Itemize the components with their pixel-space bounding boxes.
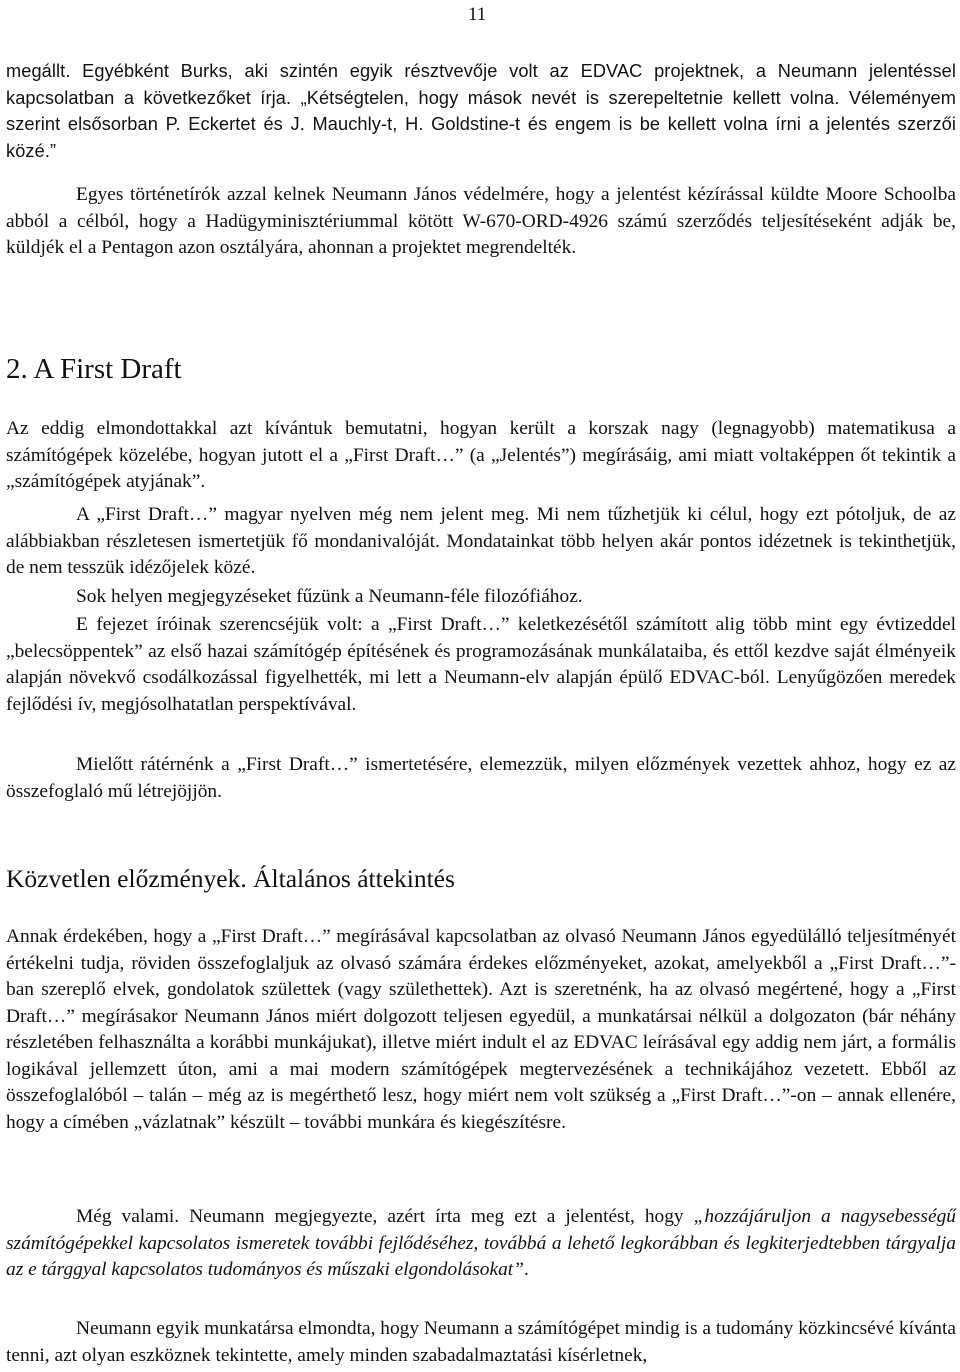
section2-paragraph-5: Mielőtt rátérnénk a „First Draft…” ismertetésére, elemezzük, milyen előzmények vezettek ahhoz, hogy ez az összefoglaló mű létrejöjjön. (6, 754, 956, 802)
neumann-quote-italic: „hozzájáruljon a nagysebességű számítógépekkel kapcsolatos ismeretek további fejlődéséhez, továbbá a lehető legkorábban és legkiterjedtebben tárgyalja az e tárggyal kapcsolatos tudományos és műszaki elgondolásokat” (6, 1206, 956, 1280)
page-number: 11 (468, 4, 487, 25)
section2-paragraph-3: Sok helyen megjegyzéseket fűzünk a Neumann-féle filozófiához. (76, 586, 583, 607)
section2-paragraph-2: A „First Draft…” magyar nyelven még nem jelent meg. Mi nem tűzhetjük ki célul, hogy ezt pótoljuk, de az alábbiakban részletesen ismertetjük fő mondanivalóját. Mondatainkat több helyen akár pontos idézetnek is tekinthetjük, de nem tesszük idézőjelek közé. (6, 504, 956, 578)
section3-paragraph-3: Neumann egyik munkatársa elmondta, hogy Neumann a számítógépet mindig is a tudomány közkincsévé kívánta tenni, azt olyan eszköznek tekintette, amely minden szabadalmaztatási kísérletnek, (6, 1318, 956, 1366)
section2-paragraph-4: E fejezet íróinak szerencséjük volt: a „First Draft…” keletkezésétől számított alig több mint egy évtizeddel „belecsöppentek” az első hazai számítógép építésének és programozásának munkálataiba, és ettől kezdve saját élményeik alapján növekvő csodálkozással figyelhették, mi lett a Neumann-elv alapján épülő EDVAC-ból. Lenyűgözően meredek fejlődési ív, megjósolhatatlan perspektívával. (6, 614, 956, 715)
section3-paragraph-2-text: Még valami. Neumann megjegyezte, azért írta meg ezt a jelentést, hogy (76, 1206, 694, 1227)
section2-paragraph-1: Az eddig elmondottakkal azt kívántuk bemutatni, hogyan került a korszak nagy (legnagyobb) matematikusa a számítógépek közelébe, hogyan jutott el a „First Draft…” (a „Jelentés”) megírásáig, ami miatt voltaképpen őt tekintik a „számítógépek atyjának”. (6, 418, 956, 492)
section3-paragraph-2 (6, 1204, 956, 1284)
intro-quote: megállt. Egyébként Burks, aki szintén egyik résztvevője volt az EDVAC projektnek, a Neumann jelentéssel kapcsolatban a következőket írja. „Kétségtelen, hogy mások nevét is szerepeltetnie kellett volna. Véleményem szerint elsősorban P. Eckertet és J. Mauchly-t, H. Goldstine-t és engem is be kellett volna írni a jelentés szerzői közé.” (6, 61, 956, 161)
section3-paragraph-1: Annak érdekében, hogy a „First Draft…” megírásával kapcsolatban az olvasó Neumann János egyedülálló teljesítményét értékelni tudja, röviden összefoglaljuk az olvasó számára érdekes előzményeket, azokat, amelyekből a „First Draft…”-ban szereplő elvek, gondolatok születtek (vagy születhettek). Azt is szeretnénk, ha az olvasó megértené, hogy a „First Draft…” megírásakor Neumann János miért dolgozott teljesen egyedül, a munkatársai nélkül a dolgozaton (bár néhány részletében felhasználta a korábbi munkájukat), illetve miért indult el az EDVAC leírásával egy addig nem járt, a formális logikával jellemzett úton, ami a mai modern számítógépek megtervezésének a technikájához vezetett. Ebből az összefoglalóból – talán – még az is megérthető lesz, hogy miért nem volt szükség a „First Draft…”-on – annak ellenére, hogy a címében „vázlatnak” készült – további munkára és kiegészítésre. (6, 926, 956, 1133)
section-heading-first-draft: 2. A First Draft (6, 353, 182, 385)
section3-paragraph-2-end: . (523, 1259, 529, 1280)
section-heading-kozvetlen-elozmenyek: Közvetlen előzmények. Általános áttekintés (6, 864, 455, 893)
intro-paragraph: Egyes történetírók azzal kelnek Neumann János védelmére, hogy a jelentést kézírással küldte Moore Schoolba abból a célból, hogy a Hadügyminisztériummal kötött W-670-ORD-4926 számú szerződés teljesítéseként adják be, küldjék el a Pentagon azon osztályára, ahonnan a projektet megrendelték. (6, 184, 956, 258)
